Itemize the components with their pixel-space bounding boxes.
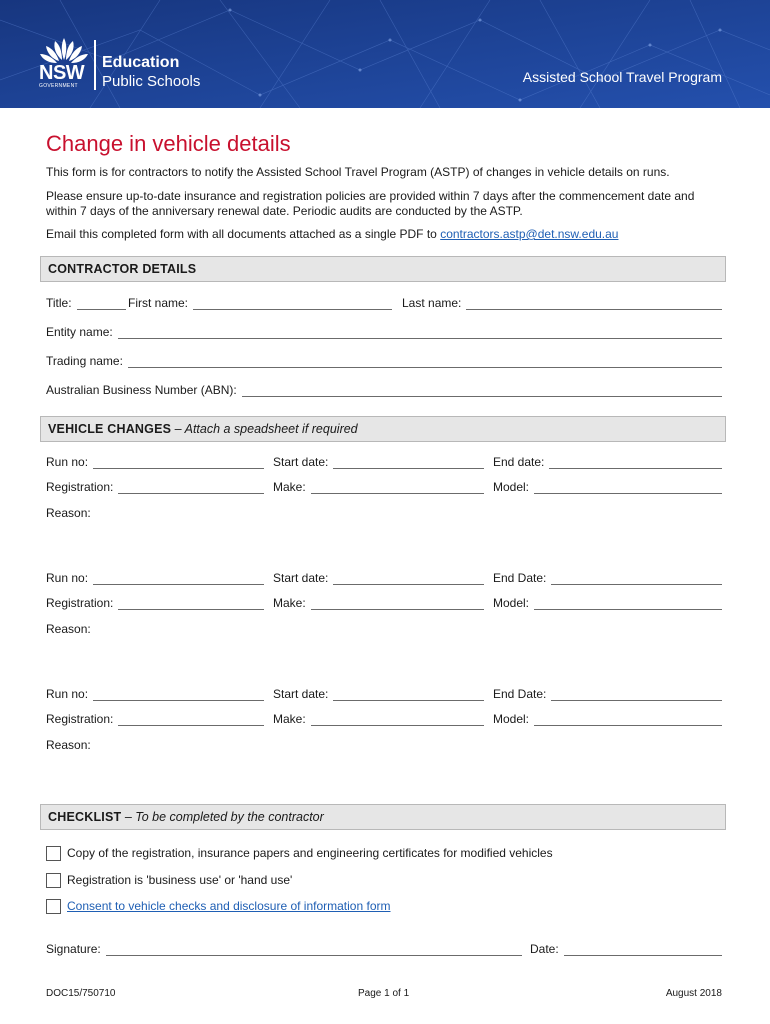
entity-name-field[interactable] [46,325,722,339]
trading-name-label: Trading name: [46,354,123,368]
signature-row [46,942,722,958]
logo-divider [94,40,96,90]
abn-field[interactable] [46,383,722,397]
run-no-label: Run no: [46,455,89,469]
last-name-label: Last name: [402,296,462,310]
make-field[interactable] [273,480,484,494]
checklist-subtitle: – To be completed by the contractor [124,810,324,824]
start-date-label: Start date: [273,571,329,585]
email-link[interactable]: contractors.astp@det.nsw.edu.au [440,227,619,241]
date-field[interactable] [530,942,722,956]
end-date-label: End Date: [493,687,547,701]
consent-checkbox[interactable] [46,899,61,914]
abn-row [46,383,722,399]
contractor-details-heading [40,256,726,282]
consent-form-link[interactable]: Consent to vehicle checks and disclosure of information form [67,899,391,913]
entity-row [46,325,722,341]
logo-public-schools-text: Public Schools [102,73,201,90]
title-label: Title: [46,296,72,310]
contractor-details-title: CONTRACTOR DETAILS [48,262,197,276]
model-field[interactable] [493,480,722,494]
make-field[interactable] [273,596,484,610]
logo-government-text: GOVERNMENT [39,83,78,89]
first-name-field[interactable] [128,296,392,310]
vehicle-block-3-row-2 [46,712,722,728]
make-label: Make: [273,480,306,494]
end-date-label: End Date: [493,571,547,585]
abn-label: Australian Business Number (ABN): [46,383,237,397]
title-field[interactable] [46,296,126,310]
end-date-field[interactable] [493,571,722,585]
end-date-field[interactable] [493,687,722,701]
start-date-field[interactable] [273,571,484,585]
registration-label: Registration: [46,480,114,494]
last-name-field[interactable] [402,296,722,310]
run-no-field[interactable] [46,455,264,469]
vehicle-block-2-row-2 [46,596,722,612]
run-no-field[interactable] [46,571,264,585]
logo-education-text: Education [102,54,180,71]
intro-line-3 [46,227,726,242]
contractor-name-row [46,296,722,312]
vehicle-block-1-row-1 [46,455,722,471]
first-name-label: First name: [128,296,189,310]
checklist-item-label: Registration is 'business use' or 'hand use' [67,873,293,887]
checklist-item-consent [46,897,391,915]
doc-id: DOC15/750710 [46,988,116,999]
end-date-label: End date: [493,455,545,469]
start-date-field[interactable] [273,687,484,701]
signature-field[interactable] [46,942,522,956]
intro-line-2: Please ensure up-to-date insurance and registration policies are provided within 7 days after the commencement date and within 7 days of the anniversary renewal date. Periodic audits are conducted by the ASTP. [46,189,695,218]
run-no-label: Run no: [46,687,89,701]
run-no-field[interactable] [46,687,264,701]
start-date-label: Start date: [273,687,329,701]
nsw-education-logo [36,36,216,96]
vehicle-changes-heading [40,416,726,442]
model-field[interactable] [493,596,722,610]
trading-row [46,354,722,370]
model-label: Model: [493,480,530,494]
vehicle-changes-title: VEHICLE CHANGES [48,422,172,436]
registration-label: Registration: [46,596,114,610]
registration-field[interactable] [46,480,264,494]
reason-label: Reason: [46,738,91,752]
registration-field[interactable] [46,712,264,726]
model-label: Model: [493,596,530,610]
vehicle-changes-subtitle: – Attach a speadsheet if required [174,422,358,436]
date-label: Date: [530,942,559,956]
checklist-title: CHECKLIST [48,810,122,824]
documents-checkbox[interactable] [46,846,61,861]
checklist-item-label: Copy of the registration, insurance papers and engineering certificates for modified vehicles [67,846,553,860]
start-date-field[interactable] [273,455,484,469]
vehicle-block-2-row-1 [46,571,722,587]
reason-label: Reason: [46,622,91,636]
entity-name-label: Entity name: [46,325,113,339]
vehicle-block-1-row-2 [46,480,722,496]
waratah-icon [36,36,92,64]
program-name: Assisted School Travel Program [522,69,722,85]
signature-label: Signature: [46,942,101,956]
make-label: Make: [273,596,306,610]
footer-date: August 2018 [665,988,722,999]
intro-line-1: This form is for contractors to notify the Assisted School Travel Program (ASTP) of changes in vehicle details on runs. [46,165,670,179]
page-title: Change in vehicle details [46,131,291,156]
registration-label: Registration: [46,712,114,726]
start-date-label: Start date: [273,455,329,469]
checklist-heading [40,804,726,830]
checklist-item-registration-use [46,871,292,889]
registration-field[interactable] [46,596,264,610]
reason-label: Reason: [46,506,91,520]
registration-use-checkbox[interactable] [46,873,61,888]
model-label: Model: [493,712,530,726]
email-instruction: Email this completed form with all documents attached as a single PDF to [46,227,437,241]
end-date-field[interactable] [493,455,722,469]
make-field[interactable] [273,712,484,726]
vehicle-block-3-row-1 [46,687,722,703]
checklist-item-documents [46,844,553,862]
header-banner [0,0,770,108]
model-field[interactable] [493,712,722,726]
logo-nsw-text: NSW [39,62,85,84]
make-label: Make: [273,712,306,726]
page-number: Page 1 of 1 [358,988,410,999]
trading-name-field[interactable] [46,354,722,368]
run-no-label: Run no: [46,571,89,585]
